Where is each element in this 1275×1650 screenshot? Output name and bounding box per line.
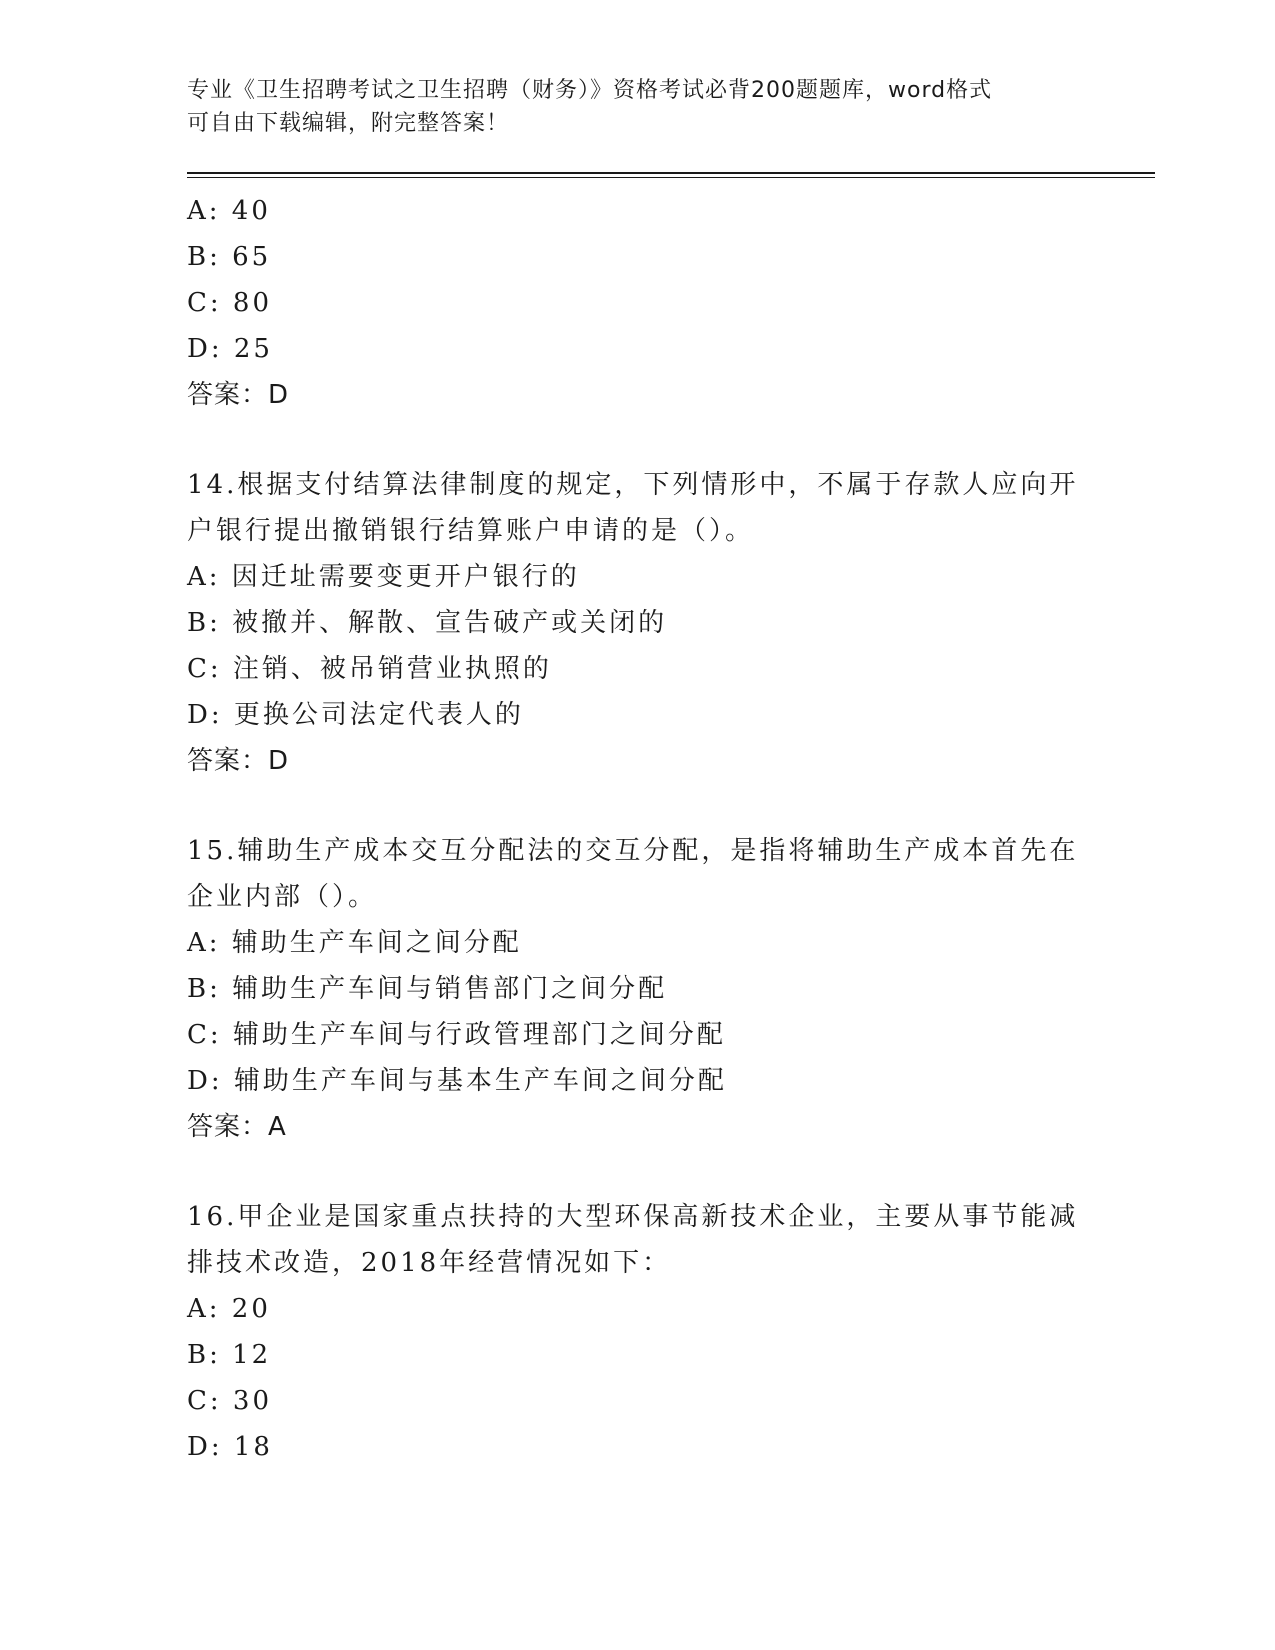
question-block-13 bbox=[187, 188, 1087, 418]
option-d: D: 更换公司法定代表人的 bbox=[187, 700, 524, 730]
option-d: D: 辅助生产车间与基本生产车间之间分配 bbox=[187, 1066, 727, 1096]
option-b: B: 辅助生产车间与销售部门之间分配 bbox=[187, 974, 668, 1004]
option-b: B: 12 bbox=[187, 1340, 272, 1370]
header-divider-thick bbox=[187, 172, 1155, 174]
question-block-16 bbox=[187, 1194, 1087, 1470]
header-line-1: 专业《卫生招聘考试之卫生招聘（财务）》资格考试必背200题题库，word格式 bbox=[187, 78, 993, 103]
option-a: A: 因迁址需要变更开户银行的 bbox=[187, 562, 580, 592]
header-divider-thin bbox=[187, 177, 1155, 178]
option-c: C: 80 bbox=[187, 288, 273, 318]
spacer bbox=[187, 418, 1087, 462]
document-header bbox=[187, 74, 1087, 140]
question-text-line-1: 14.根据支付结算法律制度的规定，下列情形中，不属于存款人应向开 bbox=[187, 470, 1079, 500]
option-a: A: 辅助生产车间之间分配 bbox=[187, 928, 522, 958]
answer-line: 答案：D bbox=[187, 380, 290, 410]
spacer bbox=[187, 1150, 1087, 1194]
question-block-14 bbox=[187, 462, 1087, 784]
question-text-line-1: 15.辅助生产成本交互分配法的交互分配，是指将辅助生产成本首先在 bbox=[187, 836, 1079, 866]
option-d: D: 25 bbox=[187, 334, 273, 364]
option-a: A: 40 bbox=[187, 196, 271, 226]
question-text-line-2: 排技术改造，2018年经营情况如下： bbox=[187, 1248, 672, 1278]
option-b: B: 65 bbox=[187, 242, 272, 272]
spacer bbox=[187, 784, 1087, 828]
answer-line: 答案：A bbox=[187, 1112, 287, 1142]
option-c: C: 30 bbox=[187, 1386, 273, 1416]
answer-line: 答案：D bbox=[187, 746, 290, 776]
option-a: A: 20 bbox=[187, 1294, 271, 1324]
option-c: C: 注销、被吊销营业执照的 bbox=[187, 654, 552, 684]
option-d: D: 18 bbox=[187, 1432, 273, 1462]
question-block-15 bbox=[187, 828, 1087, 1150]
header-line-2: 可自由下载编辑，附完整答案！ bbox=[187, 111, 510, 136]
option-c: C: 辅助生产车间与行政管理部门之间分配 bbox=[187, 1020, 726, 1050]
question-text-line-2: 企业内部（）。 bbox=[187, 882, 378, 912]
option-b: B: 被撤并、解散、宣告破产或关闭的 bbox=[187, 608, 668, 638]
question-text-line-2: 户银行提出撤销银行结算账户申请的是（）。 bbox=[187, 516, 755, 546]
question-text-line-1: 16.甲企业是国家重点扶持的大型环保高新技术企业，主要从事节能减 bbox=[187, 1202, 1079, 1232]
question-content bbox=[187, 188, 1087, 1470]
